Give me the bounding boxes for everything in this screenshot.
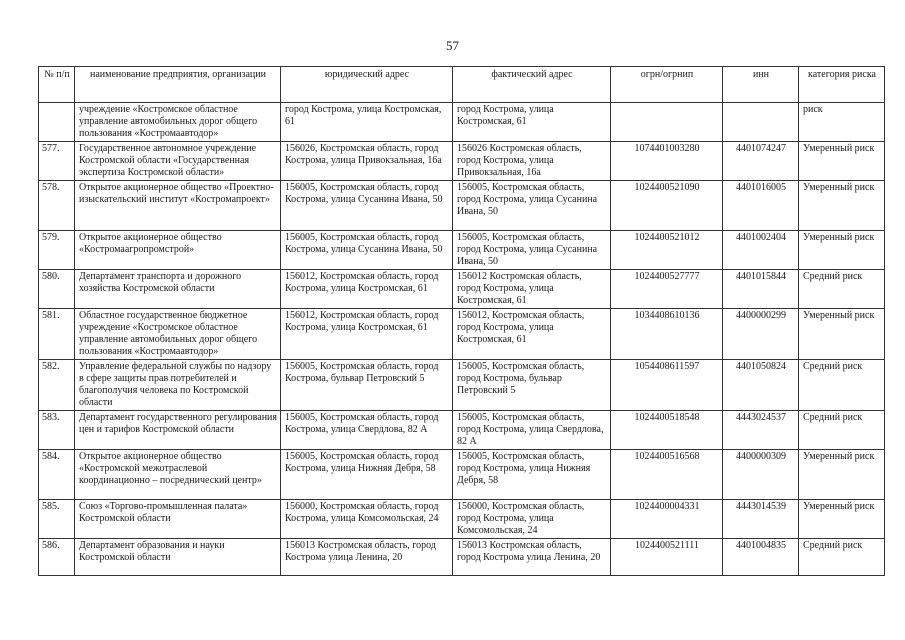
- row-risk: Средний риск: [799, 270, 885, 309]
- row-fact-address: 156000, Костромская область, город Кострома, улица Комсомольская, 24: [453, 500, 611, 539]
- registry-table: [38, 66, 885, 576]
- table-row: [39, 309, 885, 360]
- row-num: 581.: [39, 309, 75, 360]
- row-risk: Умеренный риск: [799, 231, 885, 270]
- table-row: [39, 270, 885, 309]
- row-num: 584.: [39, 450, 75, 500]
- row-ogrn: 1024400518548: [611, 411, 723, 450]
- row-jur-address: 156005, Костромская область, город Кострома, бульвар Петровский 5: [281, 360, 453, 411]
- header-risk: категория риска: [799, 67, 885, 103]
- row-ogrn: 1054408611597: [611, 360, 723, 411]
- row-num: [39, 103, 75, 142]
- row-jur-address: 156005, Костромская область, город Кострома, улица Свердлова, 82 А: [281, 411, 453, 450]
- row-fact-address: 156012 Костромская область, город Кострома, улица Костромская, 61: [453, 270, 611, 309]
- row-ogrn: 1024400521012: [611, 231, 723, 270]
- header-ogrn: огрн/огрнип: [611, 67, 723, 103]
- table-row: [39, 181, 885, 231]
- row-ogrn: 1024400004331: [611, 500, 723, 539]
- row-inn: 4401004835: [723, 539, 799, 576]
- row-fact-address: город Кострома, улица Костромская, 61: [453, 103, 611, 142]
- row-name: Союз «Торгово-промышленная палата» Костромской области: [75, 500, 281, 539]
- row-risk: Умеренный риск: [799, 309, 885, 360]
- row-name: Открытое акционерное общество «Проектно-изыскательский институт «Костромапроект»: [75, 181, 281, 231]
- row-ogrn: 1024400516568: [611, 450, 723, 500]
- page-number: 57: [446, 38, 459, 53]
- row-name: Департамент образования и науки Костромской области: [75, 539, 281, 576]
- row-jur-address: 156005, Костромская область, город Кострома, улица Сусанина Ивана, 50: [281, 181, 453, 231]
- row-risk: Средний риск: [799, 360, 885, 411]
- row-ogrn: 1024400521111: [611, 539, 723, 576]
- row-name: Управление федеральной службы по надзору в сфере защиты прав потребителей и благополучия человека по Костромской области: [75, 360, 281, 411]
- header-name: наименование предприятия, организации: [75, 67, 281, 103]
- row-inn: 4443014539: [723, 500, 799, 539]
- header-inn: инн: [723, 67, 799, 103]
- row-name: учреждение «Костромское областное управление автомобильных дорог общего пользования «Костромаавтодор»: [75, 103, 281, 142]
- row-name: Областное государственное бюджетное учреждение «Костромское областное управление автомобильных дорог общего пользования «Костромаавтодор»: [75, 309, 281, 360]
- row-ogrn: [611, 103, 723, 142]
- row-jur-address: 156012, Костромская область, город Кострома, улица Костромская, 61: [281, 270, 453, 309]
- row-inn: 4443024537: [723, 411, 799, 450]
- row-num: 579.: [39, 231, 75, 270]
- table-row: [39, 103, 885, 142]
- row-num: 582.: [39, 360, 75, 411]
- row-name: Департамент государственного регулирования цен и тарифов Костромской области: [75, 411, 281, 450]
- row-risk: Средний риск: [799, 411, 885, 450]
- table-row: [39, 411, 885, 450]
- row-name: Департамент транспорта и дорожного хозяйства Костромской области: [75, 270, 281, 309]
- row-inn: 4401050824: [723, 360, 799, 411]
- row-jur-address: город Кострома, улица Костромская, 61: [281, 103, 453, 142]
- table-row: [39, 500, 885, 539]
- row-jur-address: 156005, Костромская область, город Кострома, улица Нижняя Дебря, 58: [281, 450, 453, 500]
- table-row: [39, 450, 885, 500]
- row-risk: Средний риск: [799, 539, 885, 576]
- row-num: 580.: [39, 270, 75, 309]
- row-fact-address: 156005, Костромская область, город Кострома, улица Сусанина Ивана, 50: [453, 231, 611, 270]
- row-num: 585.: [39, 500, 75, 539]
- table-header-row: [39, 67, 885, 103]
- header-jur-address: юридический адрес: [281, 67, 453, 103]
- row-jur-address: 156026, Костромская область, город Кострома, улица Привокзальная, 16а: [281, 142, 453, 181]
- row-risk: Умеренный риск: [799, 142, 885, 181]
- row-fact-address: 156005, Костромская область, город Кострома, улица Свердлова, 82 А: [453, 411, 611, 450]
- row-ogrn: 1034408610136: [611, 309, 723, 360]
- row-inn: 4400000299: [723, 309, 799, 360]
- row-inn: [723, 103, 799, 142]
- row-risk: Умеренный риск: [799, 181, 885, 231]
- row-name: Открытое акционерное общество «Костромаагропромстрой»: [75, 231, 281, 270]
- row-inn: 4401074247: [723, 142, 799, 181]
- row-fact-address: 156012, Костромская область, город Кострома, улица Костромская, 61: [453, 309, 611, 360]
- row-num: 577.: [39, 142, 75, 181]
- header-fact-address: фактический адрес: [453, 67, 611, 103]
- row-fact-address: 156005, Костромская область, город Кострома, улица Нижняя Дебря, 58: [453, 450, 611, 500]
- row-name: Государственное автономное учреждение Костромской области «Государственная экспертиза Костромской области»: [75, 142, 281, 181]
- row-num: 578.: [39, 181, 75, 231]
- row-fact-address: 156026 Костромская область, город Кострома, улица Привокзальная, 16а: [453, 142, 611, 181]
- row-num: 583.: [39, 411, 75, 450]
- row-ogrn: 1024400527777: [611, 270, 723, 309]
- row-jur-address: 156013 Костромская область, город Кострома улица Ленина, 20: [281, 539, 453, 576]
- table-row: [39, 539, 885, 576]
- row-fact-address: 156013 Костромская область, город Кострома улица Ленина, 20: [453, 539, 611, 576]
- header-num: № п/п: [39, 67, 75, 103]
- row-inn: 4400000309: [723, 450, 799, 500]
- row-num: 586.: [39, 539, 75, 576]
- table-row: [39, 142, 885, 181]
- row-inn: 4401015844: [723, 270, 799, 309]
- row-inn: 4401002404: [723, 231, 799, 270]
- row-ogrn: 1074401003280: [611, 142, 723, 181]
- row-risk: Умеренный риск: [799, 500, 885, 539]
- row-risk: риск: [799, 103, 885, 142]
- row-name: Открытое акционерное общество «Костромской межотраслевой координационно – посреднический центр»: [75, 450, 281, 500]
- row-jur-address: 156012, Костромская область, город Кострома, улица Костромская, 61: [281, 309, 453, 360]
- row-jur-address: 156000, Костромская область, город Кострома, улица Комсомольская, 24: [281, 500, 453, 539]
- row-fact-address: 156005, Костромская область, город Кострома, бульвар Петровский 5: [453, 360, 611, 411]
- row-jur-address: 156005, Костромская область, город Кострома, улица Сусанина Ивана, 50: [281, 231, 453, 270]
- table-row: [39, 360, 885, 411]
- row-fact-address: 156005, Костромская область, город Кострома, улица Сусанина Ивана, 50: [453, 181, 611, 231]
- row-inn: 4401016005: [723, 181, 799, 231]
- row-risk: Умеренный риск: [799, 450, 885, 500]
- row-ogrn: 1024400521090: [611, 181, 723, 231]
- table-row: [39, 231, 885, 270]
